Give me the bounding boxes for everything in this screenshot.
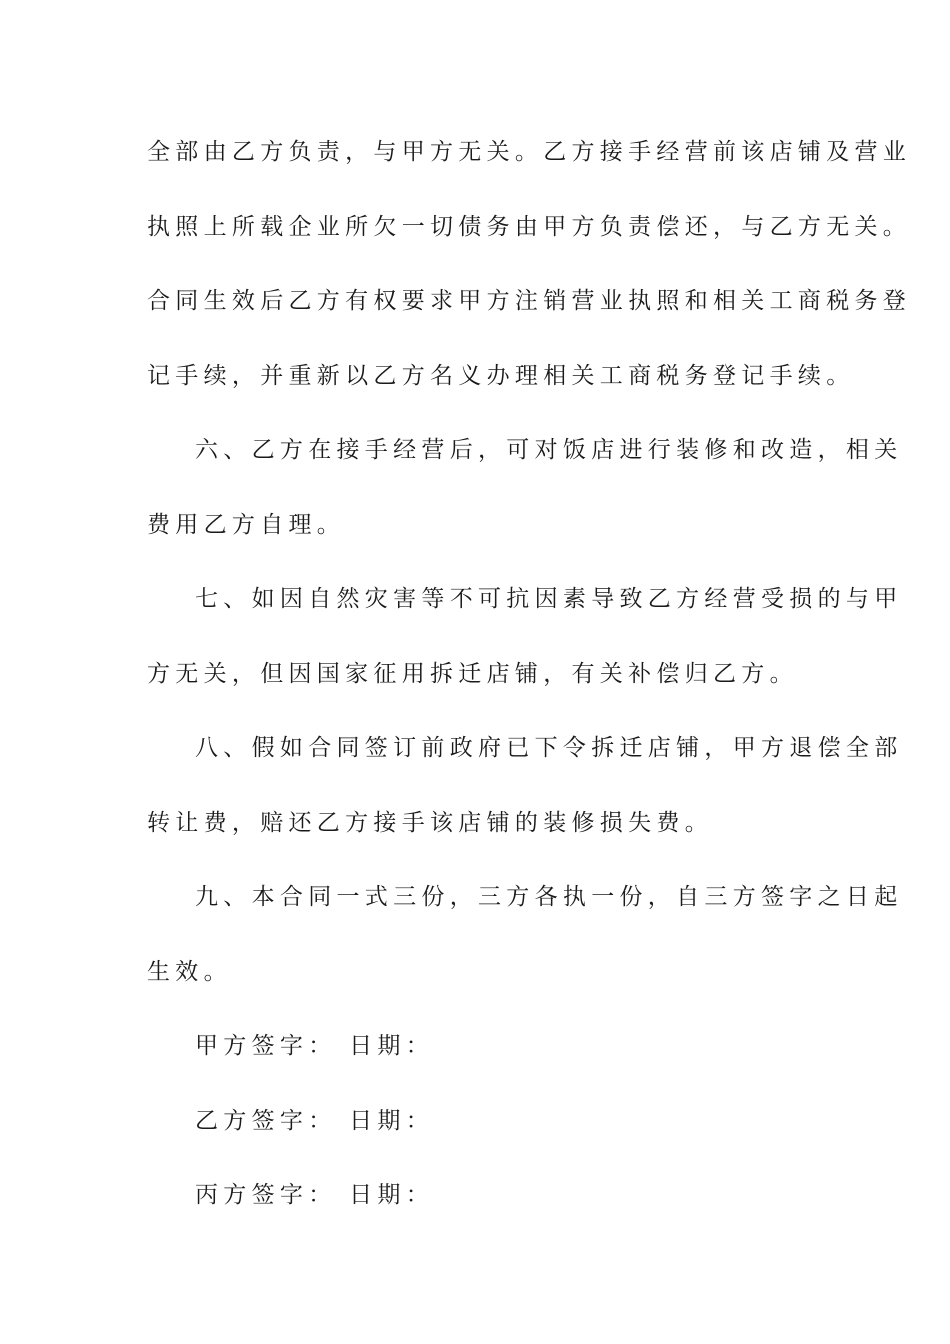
text-line-4: 记手续，并重新以乙方名义办理相关工商税务登记手续。	[147, 362, 855, 389]
clause-6-line-2: 费用乙方自理。	[147, 511, 346, 538]
party-c-signature-line: 丙方签字： 日期：	[195, 1182, 435, 1208]
party-b-signature-line: 乙方签字： 日期：	[195, 1107, 435, 1134]
clause-9-line-1: 九、本合同一式三份，三方各执一份，自三方签字之日起	[195, 884, 903, 910]
text-line-1: 全部由乙方负责，与甲方无关。乙方接手经营前该店铺及营业	[147, 139, 912, 165]
clause-7-line-2: 方无关，但因国家征用拆迁店铺，有关补偿归乙方。	[147, 660, 798, 687]
party-a-signature-line: 甲方签字： 日期：	[195, 1033, 435, 1059]
clause-8-line-1: 八、假如合同签订前政府已下令拆迁店铺，甲方退偿全部	[195, 735, 903, 761]
clause-9-line-2: 生效。	[147, 958, 232, 985]
clause-7-line-1: 七、如因自然灾害等不可抗因素导致乙方经营受损的与甲	[195, 586, 903, 612]
text-line-3: 合同生效后乙方有权要求甲方注销营业执照和相关工商税务登	[147, 288, 912, 314]
clause-6-line-1: 六、乙方在接手经营后，可对饭店进行装修和改造，相关	[195, 437, 903, 463]
contract-body	[147, 130, 912, 1248]
text-line-2: 执照上所载企业所欠一切债务由甲方负责偿还，与乙方无关。	[147, 213, 912, 240]
clause-8-line-2: 转让费，赔还乙方接手该店铺的装修损失费。	[147, 809, 713, 836]
